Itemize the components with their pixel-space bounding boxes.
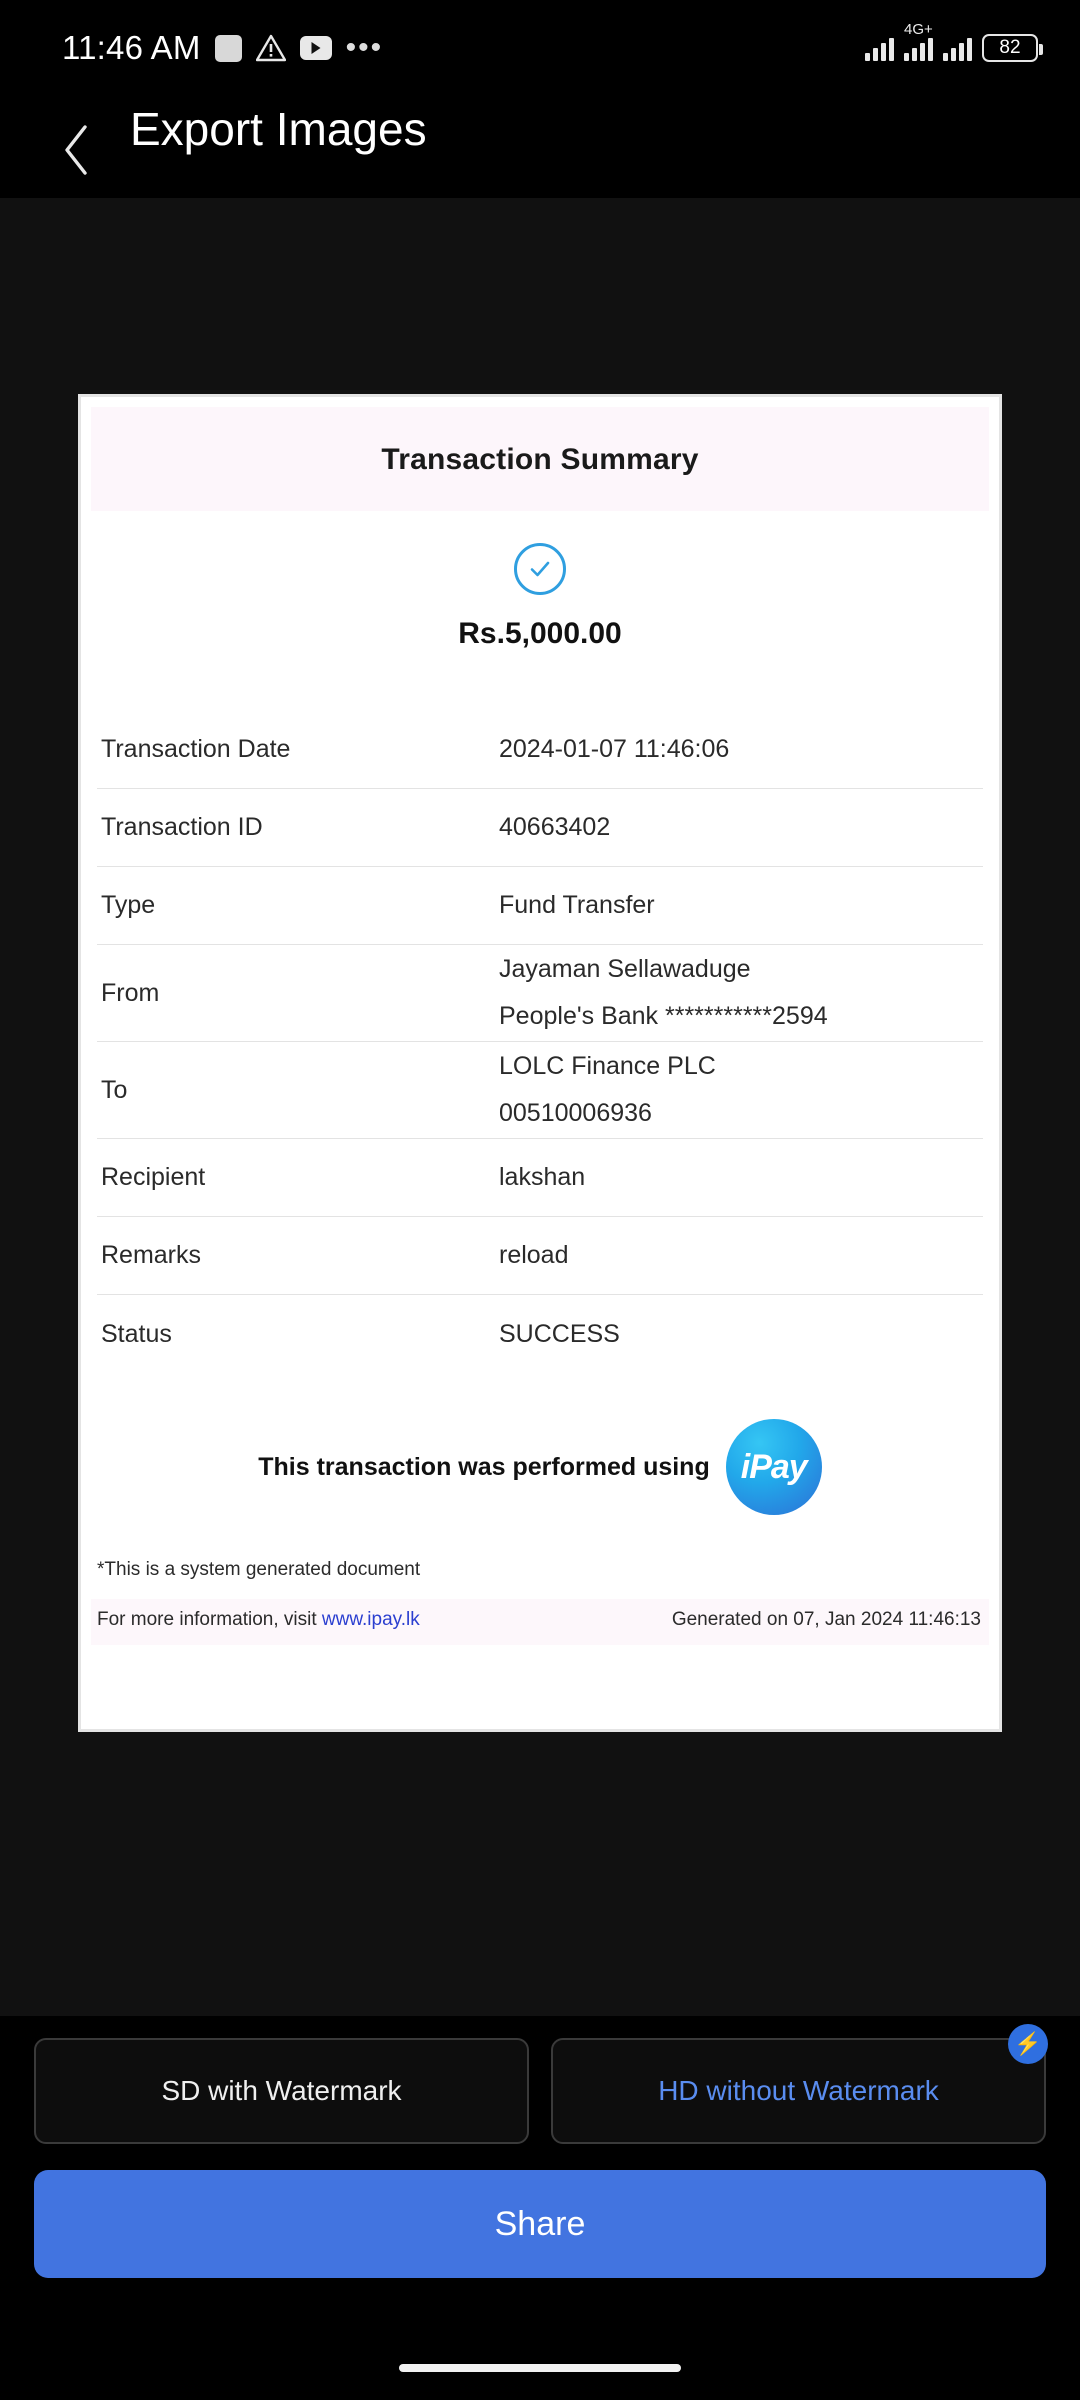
footer-prefix: For more information, visit <box>97 1609 317 1630</box>
table-row <box>97 1217 983 1295</box>
network-type-label: 4G+ <box>904 21 933 38</box>
generated-on-text: Generated on 07, Jan 2024 11:46:13 <box>671 1609 981 1630</box>
row-label: Remarks <box>101 1241 202 1269</box>
youtube-icon <box>300 36 332 60</box>
receipt-preview[interactable] <box>78 394 1002 1732</box>
row-value-subtext: People's Bank ***********2594 <box>499 1002 828 1030</box>
row-value-text: 40663402 <box>499 813 611 841</box>
row-value <box>499 813 983 842</box>
signal-bars-icon <box>865 35 894 61</box>
bolt-icon: ⚡ <box>1008 2024 1048 2064</box>
warning-icon <box>256 34 286 62</box>
row-value <box>499 735 983 764</box>
row-value-text: 2024-01-07 11:46:06 <box>499 735 730 763</box>
row-value-subtext: 00510006936 <box>499 1099 652 1127</box>
row-label: Recipient <box>101 1163 206 1191</box>
row-value <box>499 1052 983 1128</box>
battery-level: 82 <box>999 37 1021 58</box>
square-icon <box>215 35 242 62</box>
signal-bars-secondary-icon <box>943 35 972 61</box>
battery-indicator <box>982 34 1038 62</box>
table-row <box>97 789 983 867</box>
back-button[interactable] <box>44 118 108 182</box>
performed-using <box>91 1419 989 1525</box>
sd-button-label: SD with Watermark <box>161 2075 402 2106</box>
status-time: 11:46 AM <box>62 29 201 66</box>
ipay-logo-icon <box>726 1419 822 1515</box>
system-generated-note: *This is a system generated document <box>97 1559 421 1580</box>
table-row <box>97 1295 983 1373</box>
row-label: Transaction Date <box>101 735 291 763</box>
overflow-dots-icon: ••• <box>345 31 384 64</box>
mobile-data-icon <box>904 21 933 61</box>
row-value-text: reload <box>499 1241 569 1269</box>
share-button[interactable] <box>34 2170 1046 2278</box>
check-circle-icon <box>514 543 566 595</box>
success-icon-wrap <box>91 543 989 595</box>
status-bar-left <box>62 29 383 67</box>
status-bar <box>0 0 1080 96</box>
row-label: Type <box>101 891 156 919</box>
row-value <box>499 1241 983 1270</box>
transaction-details <box>91 711 989 1373</box>
table-row <box>97 711 983 789</box>
table-row <box>97 1139 983 1217</box>
app-bar <box>0 96 1080 198</box>
row-label: From <box>101 978 160 1007</box>
receipt-title: Transaction Summary <box>381 443 699 476</box>
receipt-header <box>91 407 989 511</box>
status-bar-right <box>865 21 1038 62</box>
row-value-text: Fund Transfer <box>499 891 655 919</box>
hd-without-watermark-button[interactable] <box>551 2031 1046 2144</box>
receipt-footer <box>91 1599 989 1645</box>
footer-info <box>97 1609 420 1631</box>
row-value-text: lakshan <box>499 1163 586 1191</box>
transaction-amount: Rs.5,000.00 <box>458 617 622 650</box>
row-label: To <box>101 1075 128 1104</box>
sd-with-watermark-button[interactable] <box>34 2038 529 2144</box>
hd-button-label: HD without Watermark <box>658 2075 939 2106</box>
ipay-logo-text: iPay <box>740 1447 807 1486</box>
row-value-text: SUCCESS <box>499 1319 620 1348</box>
table-row <box>97 945 983 1042</box>
receipt-bottom-space <box>91 1645 989 1715</box>
table-row <box>97 1042 983 1139</box>
table-row <box>97 867 983 945</box>
row-label: Status <box>101 1319 172 1348</box>
row-value <box>499 955 983 1031</box>
receipt-card <box>91 407 989 1715</box>
page-title: Export Images <box>130 103 427 155</box>
quality-options <box>34 2031 1046 2144</box>
status-badge <box>499 1320 983 1349</box>
row-value-text: LOLC Finance PLC <box>499 1052 716 1080</box>
bottom-bar <box>0 2016 1080 2336</box>
performed-using-text: This transaction was performed using <box>258 1452 710 1481</box>
home-indicator[interactable] <box>399 2364 681 2372</box>
chevron-left-icon <box>59 122 93 178</box>
row-value <box>499 891 983 920</box>
share-button-label: Share <box>494 2204 586 2243</box>
row-label: Transaction ID <box>101 813 263 841</box>
navigation-bar <box>0 2336 1080 2400</box>
row-value <box>499 1163 983 1192</box>
row-value-text: Jayaman Sellawaduge <box>499 955 751 983</box>
content-area <box>0 198 1080 2016</box>
ipay-website-link[interactable]: www.ipay.lk <box>321 1609 420 1630</box>
